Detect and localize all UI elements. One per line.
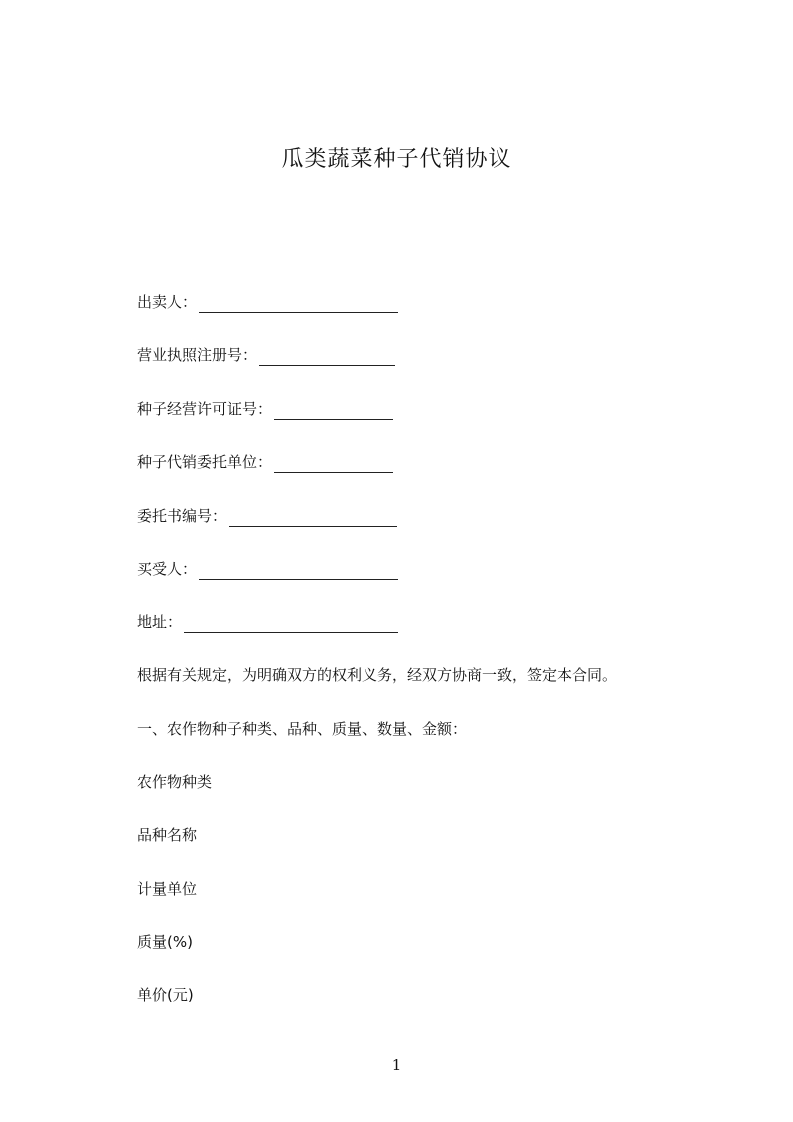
blank-line bbox=[274, 403, 393, 420]
field-business-license bbox=[137, 344, 395, 366]
preamble-paragraph: 根据有关规定，为明确双方的权利义务，经双方协商一致，签定本合同。 bbox=[137, 666, 618, 684]
field-label: 营业执照注册号： bbox=[137, 346, 258, 364]
blank-line bbox=[199, 296, 398, 313]
field-label: 地址： bbox=[137, 613, 183, 631]
blank-line bbox=[184, 616, 398, 633]
document-title: 瓜类蔬菜种子代销协议 bbox=[281, 147, 512, 172]
list-item: 品种名称 bbox=[137, 826, 198, 844]
field-label: 种子经营许可证号： bbox=[137, 400, 273, 418]
list-item: 计量单位 bbox=[137, 880, 198, 898]
list-item: 质量(%) bbox=[137, 933, 193, 951]
field-seed-license bbox=[137, 398, 393, 420]
blank-line bbox=[274, 456, 393, 473]
page-number: 1 bbox=[391, 1056, 402, 1074]
field-address bbox=[137, 611, 398, 633]
field-label: 种子代销委托单位： bbox=[137, 453, 273, 471]
list-item: 单价(元) bbox=[137, 986, 194, 1004]
field-authorization-number bbox=[137, 505, 397, 527]
field-seller bbox=[137, 291, 398, 313]
section-heading: 一、农作物种子种类、品种、质量、数量、金额： bbox=[137, 720, 468, 738]
blank-line bbox=[229, 510, 397, 527]
blank-line bbox=[259, 349, 395, 366]
field-consignor bbox=[137, 451, 393, 473]
list-item: 农作物种类 bbox=[137, 773, 213, 791]
field-buyer bbox=[137, 558, 398, 580]
field-label: 买受人： bbox=[137, 560, 198, 578]
field-label: 委托书编号： bbox=[137, 507, 228, 525]
blank-line bbox=[199, 563, 398, 580]
field-label: 出卖人： bbox=[137, 293, 198, 311]
